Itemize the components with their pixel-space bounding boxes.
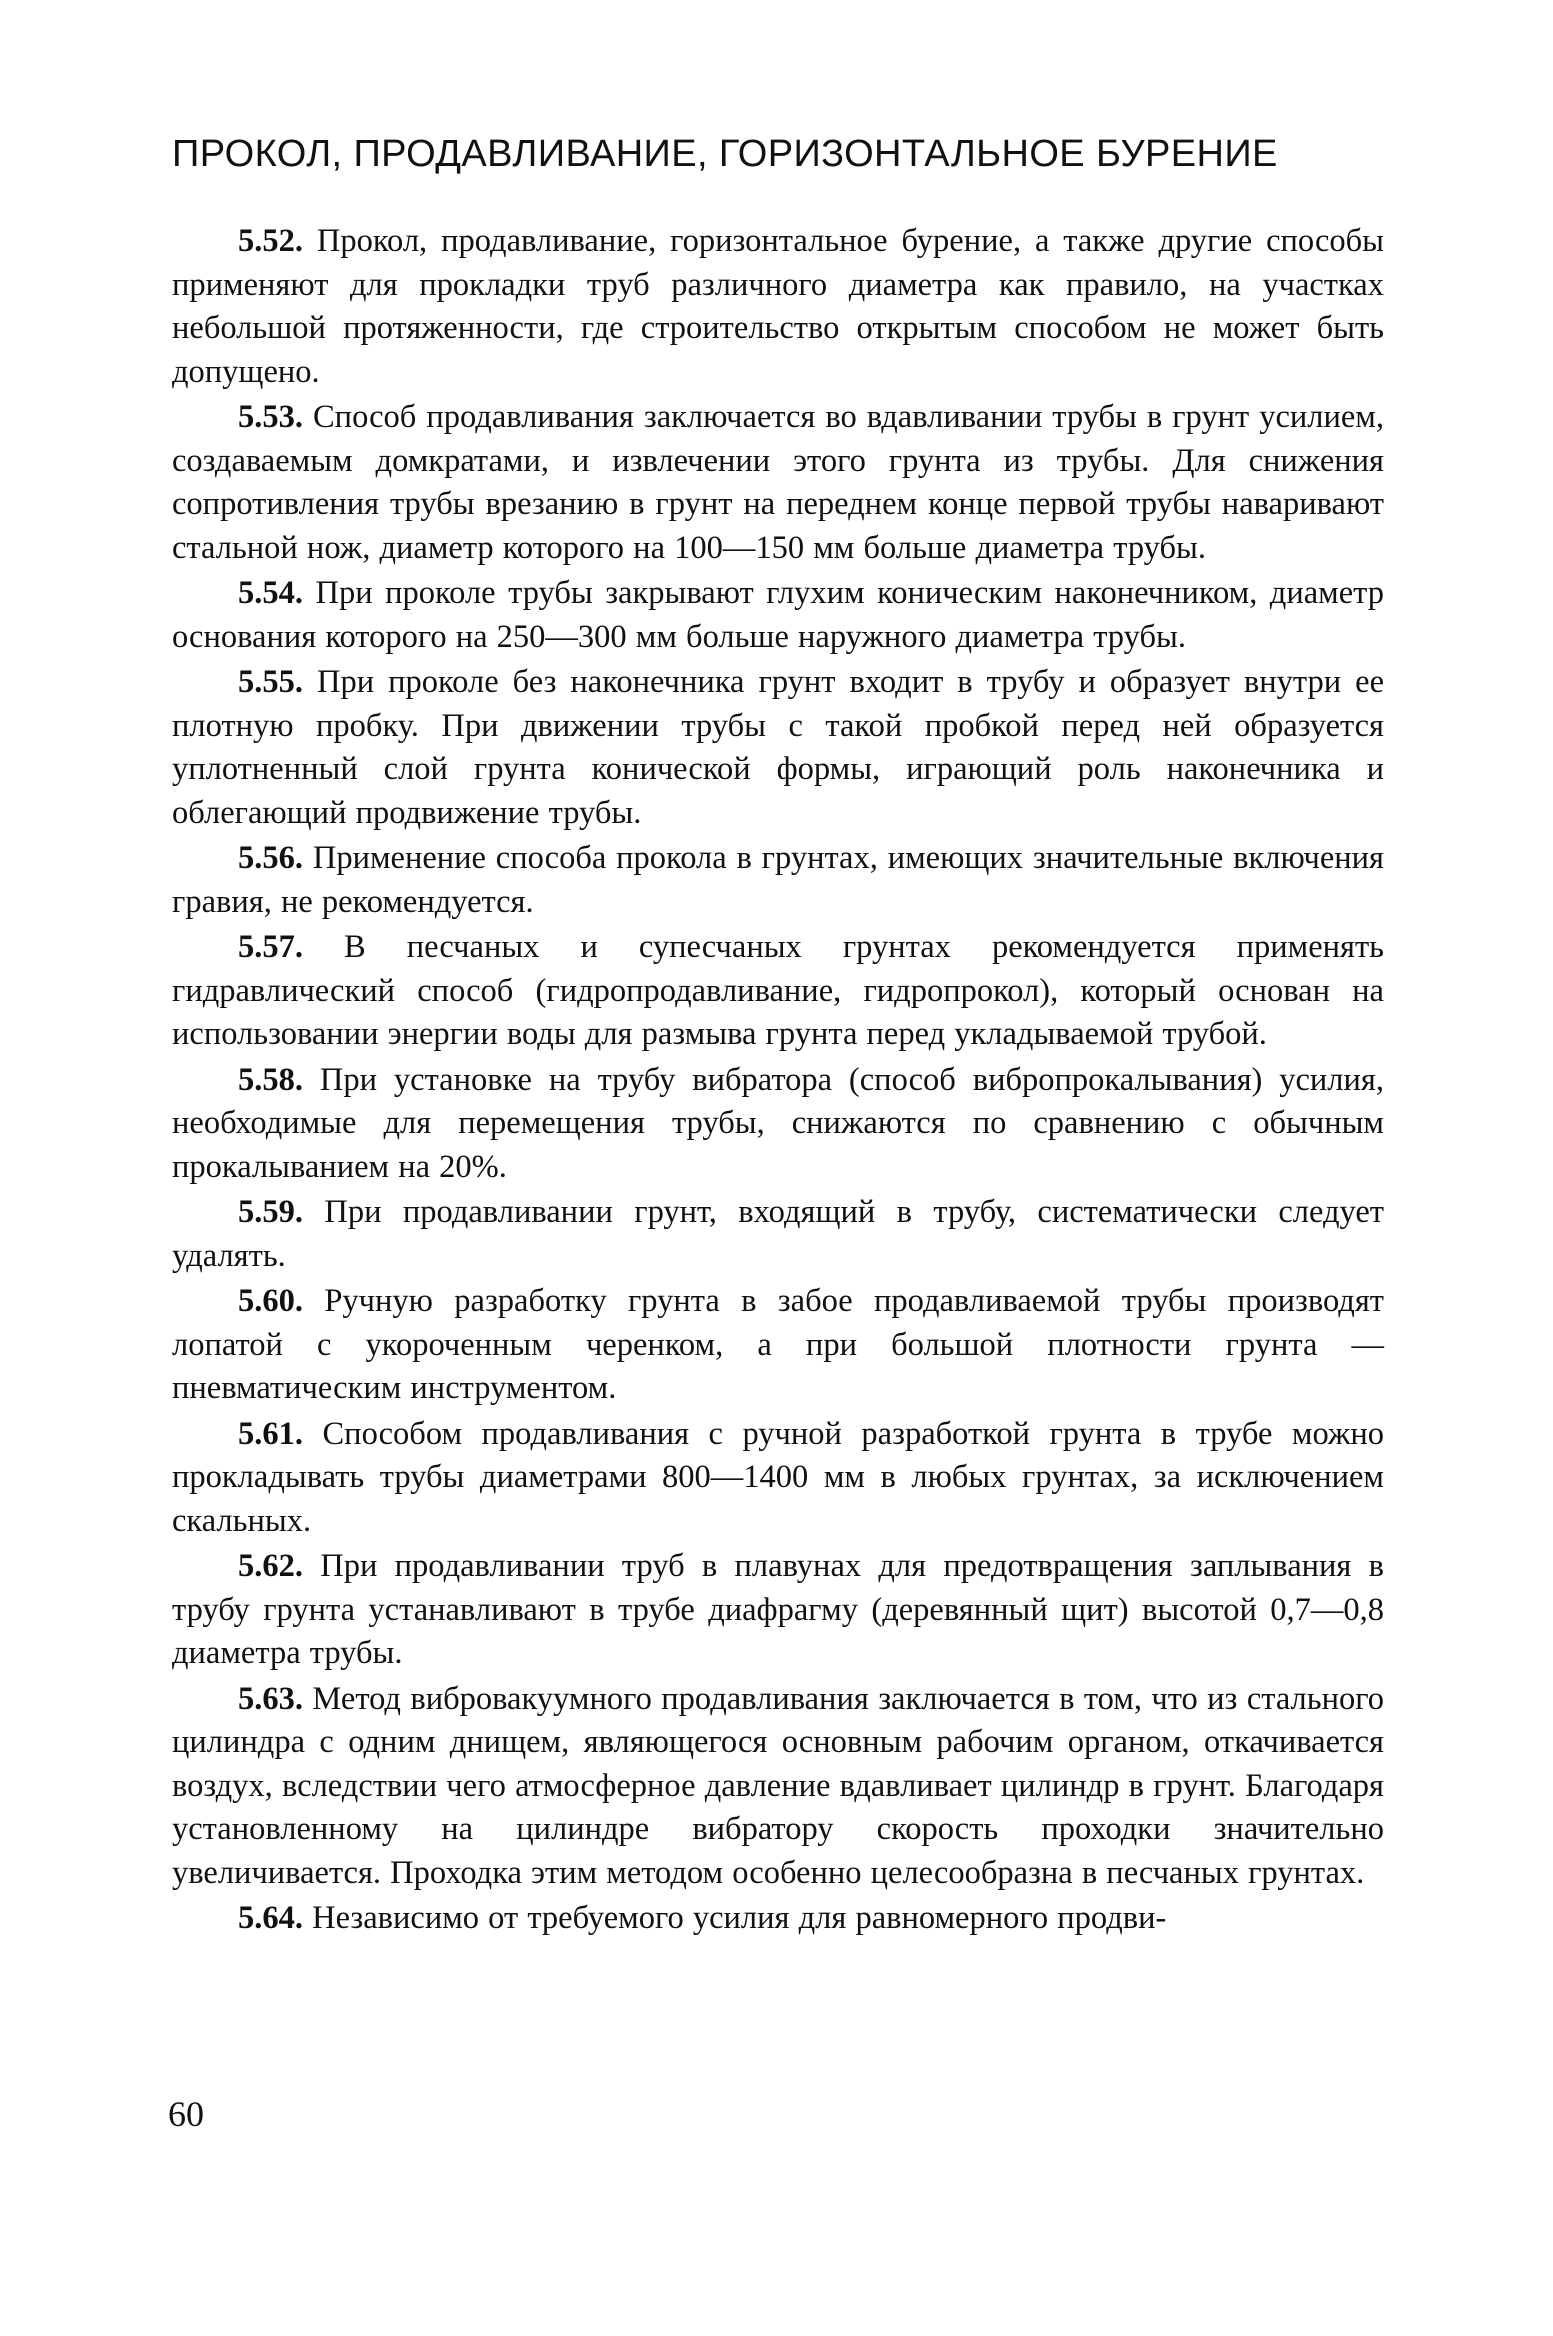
paragraph-number: 5.57. — [238, 929, 303, 965]
document-body — [172, 220, 1384, 1943]
paragraph-number: 5.52. — [238, 223, 303, 259]
paragraph-text: Ручную разработку грунта в забое продавливаемой трубы производят лопатой с укороченным черенком, а при большой плотности грунта — пневматическим инструментом. — [172, 1283, 1384, 1406]
paragraph — [172, 926, 1384, 1057]
paragraph-text: При продавливании грунт, входящий в трубу, систематически следует удалять. — [172, 1194, 1385, 1274]
paragraph-text: Способом продавливания с ручной разработкой грунта в трубе можно прокладывать трубы диаметрами 800—1400 мм в любых грунтах, за исключением скальных. — [172, 1415, 1384, 1539]
paragraph — [172, 661, 1384, 835]
paragraph-text: В песчаных и супесчаных грунтах рекомендуется применять гидравлический способ (гидропродавливание, гидропрокол), который основан на использовании энергии воды для размыва грунта перед укладываемой трубой. — [172, 929, 1384, 1052]
paragraph — [172, 1191, 1384, 1278]
paragraph-text: Способ продавливания заключается во вдавливании трубы в грунт усилием, создаваемым домкратами, и извлечении этого грунта из трубы. Для снижения сопротивления трубы врезанию в грунт на переднем конце первой трубы наваривают стальной нож, диаметр которого на 100—150 мм больше диаметра трубы. — [172, 399, 1384, 566]
paragraph-text: При проколе без наконечника грунт входит в трубу и образует внутри ее плотную пробку. При движении трубы с такой пробкой перед ней образуется уплотненный слой грунта конической формы, играющий роль наконечника и облегающий продвижение трубы. — [172, 664, 1385, 831]
paragraph-text: При продавливании труб в плавунах для предотвращения заплывания в трубу грунта устанавливают в трубе диафрагму (деревянный щит) высотой 0,7—0,8 диаметра трубы. — [172, 1548, 1384, 1671]
paragraph-text: Прокол, продавливание, горизонтальное бурение, а также другие способы применяют для прокладки труб различного диаметра как правило, на участках небольшой протяженности, где строительство открытым способом не может быть допущено. — [172, 223, 1385, 390]
paragraph-number: 5.63. — [238, 1680, 303, 1717]
paragraph — [172, 1545, 1384, 1676]
paragraph — [172, 837, 1384, 924]
paragraph-number: 5.58. — [238, 1061, 303, 1098]
paragraph — [172, 1897, 1384, 1941]
paragraph-text: При установке на трубу вибратора (способ вибропрокалывания) усилия, необходимые для перемещения трубы, снижаются по сравнению с обычным прокалыванием на 20%. — [172, 1061, 1384, 1185]
paragraph-number: 5.64. — [238, 1900, 303, 1936]
paragraph-text: При проколе трубы закрывают глухим коническим наконечником, диаметр основания которого на 250—300 мм больше наружного диаметра трубы. — [172, 575, 1385, 655]
paragraph-number: 5.60. — [238, 1283, 303, 1319]
paragraph — [172, 1678, 1384, 1896]
paragraph-number: 5.56. — [238, 840, 303, 876]
paragraph-text: Независимо от требуемого усилия для равномерного продви- — [312, 1900, 1167, 1936]
paragraph — [172, 220, 1384, 394]
paragraph — [172, 572, 1384, 659]
page-number: 60 — [168, 2094, 204, 2134]
paragraph-number: 5.55. — [238, 664, 303, 700]
paragraph-text: Метод вибровакуумного продавливания заключается в том, что из стального цилиндра с одним днищем, являющегося основным рабочим органом, откачивается воздух, вследствии чего атмосферное давление вдавливает цилиндр в грунт. Благодаря установленному на цилиндре вибратору скорость проходки значительно увеличивается. Проходка этим методом особенно целесообразна в песчаных грунтах. — [172, 1680, 1385, 1891]
paragraph-number: 5.59. — [238, 1194, 303, 1230]
paragraph-text: Применение способа прокола в грунтах, имеющих значительные включения гравия, не рекомендуется. — [172, 840, 1385, 920]
paragraph-number: 5.54. — [238, 575, 303, 611]
paragraph — [172, 1413, 1384, 1544]
section-heading: ПРОКОЛ, ПРОДАВЛИВАНИЕ, ГОРИЗОНТАЛЬНОЕ БУРЕНИЕ — [172, 133, 1278, 175]
paragraph-number: 5.53. — [238, 399, 303, 435]
paragraph — [172, 1280, 1384, 1411]
paragraph — [172, 1059, 1384, 1190]
paragraph-number: 5.61. — [238, 1415, 303, 1452]
paragraph-number: 5.62. — [238, 1548, 303, 1584]
paragraph — [172, 396, 1384, 570]
